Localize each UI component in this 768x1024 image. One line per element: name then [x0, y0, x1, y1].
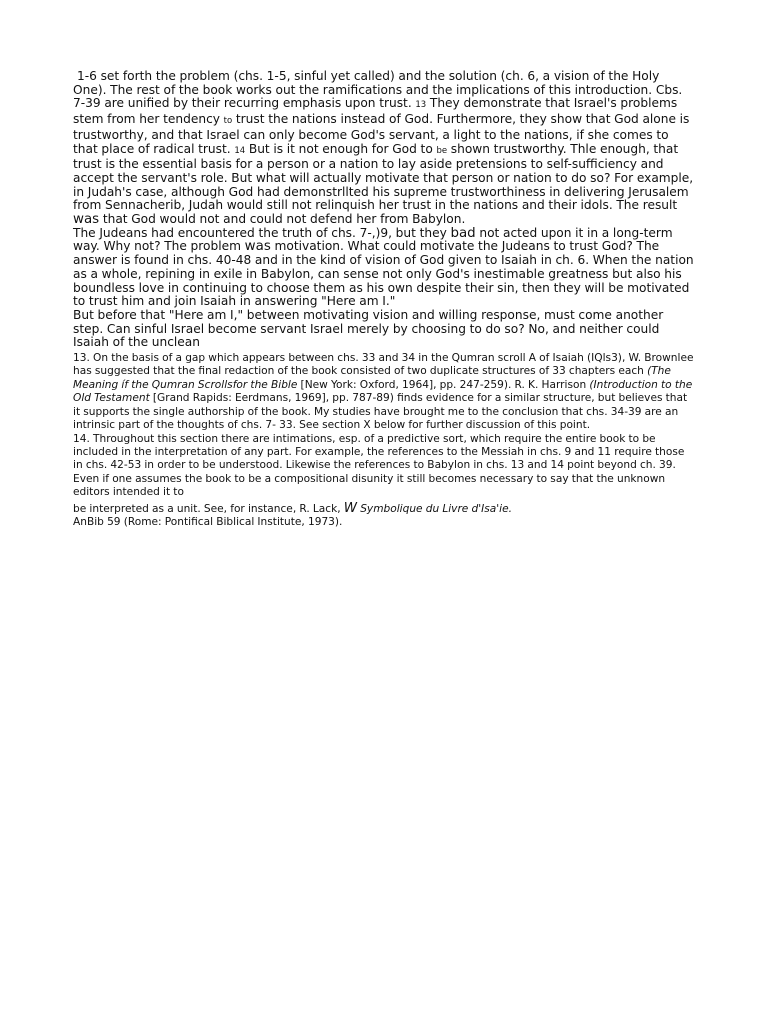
body-paragraph-1 [73, 70, 695, 227]
document-page [73, 70, 695, 529]
paragraph-text: shown trustworthy. Thle enough, that trust is the essential basis for a person or a nation to lay aside pretensions to self-sufficiency and accept the servant's role. But what will actually motivate that person or nation to do so? For example, in Judah's case, although God had demonstrllted his supreme trustworthiness in delivering Jerusalem from Sennacherib, Judah would still not relinquish her trust in the nations and their idols. The result [73, 141, 694, 213]
footnote-text: [Grand Rapids: Eerdmans, 1969], pp. 787-89) finds evidence for a similar structure, but believes that it supports the single authorship of the book. My studies have brought me to the conclusion that chs. 34-39 are an intrinsic part of the thoughts of chs. 7- 33. See section X below for further discussion of this point. [73, 392, 688, 432]
paragraph-text: They demonstrate that Israel's problems stem from her tendency [73, 96, 678, 127]
paragraph-text: 1-6 set forth the problem (chs. 1-5, sinful yet called) and the solution (ch. 6, a vision of the Holy One). The rest of the book works out the ramifications and the implications of this introduction. Cbs. 7-39 are unified by their recurring emphasis upon trust. [73, 69, 683, 111]
book-title: (The Meaning íf the Qumran Scrollsfor the Bible [73, 365, 671, 391]
paragraph-text: motivation. What could motivate the Judeans to trust God? The answer is found in chs. 40-48 and in the kind of vision of God given to Isaiah in ch. 6. When the nation as a whole, repining in exile in Babylon, can sense not only God's inestimable greatness but also his boundless love in continuing to choose them as his own despite their sin, then they will be motivated to trust him and join Isaiah in answering "Here am I." [73, 239, 694, 309]
paragraph-text: was [73, 212, 100, 228]
footnote-text: 13. On the basis of a gap which appears between chs. 33 and 34 in the Qumran scroll A of Isaiah (IQls3), W. Brownlee has suggested that the final redaction of the book consisted of two duplicate structures of 33 chapters each [73, 352, 694, 378]
paragraph-text: was [244, 239, 271, 255]
book-title: Symbolique du Livre d'Isa'ie. [357, 502, 513, 515]
footnote-14-series: AnBib 59 (Rome: Pontifical Biblical Institute, 1973). [73, 515, 343, 528]
footnote-ref-13: 13 [415, 100, 427, 111]
footnote-text: [New York: Oxford, 1964], pp. 247-259). R. K. Harrison [297, 378, 590, 391]
body-paragraph-2 [73, 227, 695, 309]
footnote-13 [73, 352, 695, 432]
paragraph-text: trust the nations instead of God. Furthermore, they show that God alone is trustworthy, and that Israel can only become God's servant, a light to the nations, if she comes to that place of radical trust. [73, 112, 690, 156]
paragraph-text: be [436, 145, 448, 156]
footnote-14-continued [73, 502, 695, 516]
paragraph-text: that God would not and could not defend her from Babylon. [99, 212, 466, 227]
paragraph-text: But is it not enough for God to [245, 141, 437, 156]
book-title: W [343, 500, 358, 516]
footnote-14: 14. Throughout this section there are intimations, esp. of a predictive sort, which require the entire book to be included in the interpretation of any part. For example, the references to the Messiah in chs. 9 and 11 require those in chs. 42-53 in order to be understood. Likewise the references to Babylon in chs. 13 and 14 point beyond ch. 39. Even if one assumes the book to be a compositional disunity it still becomes necessary to say that the unknown editors intended it to [73, 432, 685, 499]
paragraph-text: bad [450, 225, 476, 241]
footnote-text: be interpreted as a unit. See, for instance, R. Lack, [73, 502, 344, 515]
paragraph-text: to [223, 116, 233, 127]
paragraph-text: The Judeans had encountered the truth of chs. 7-,)9, but they [73, 225, 451, 240]
book-title: (Introduction to the Old Testament [73, 378, 693, 405]
paragraph-text: not acted upon it in a long-term way. Why not? The problem [73, 225, 673, 254]
body-paragraph-3: But before that "Here am I," between motivating vision and willing response, must come another step. Can sinful Israel become servant Israel merely by choosing to do so? No, and neither could Isaiah of the unclean [73, 307, 664, 350]
footnote-ref-14: 14 [234, 145, 246, 156]
